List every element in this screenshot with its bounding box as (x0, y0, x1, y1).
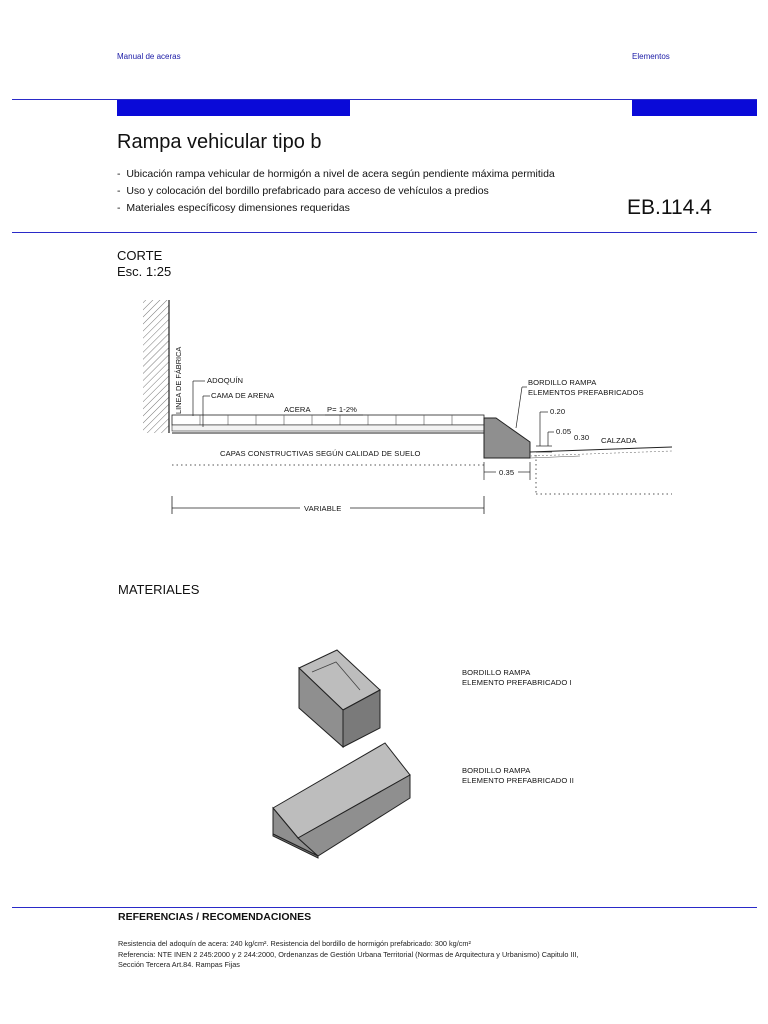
materials-title: MATERIALES (118, 582, 200, 597)
label-dim-030: 0.30 (574, 433, 590, 442)
label-dim-020: 0.20 (550, 407, 566, 416)
references-line: Referencia: NTE INEN 2 245:2000 y 2 244:2000, Ordenanzas de Gestión Urbana Territorial (Normas de Arquitectura y Urbanismo) Capitulo III, (118, 949, 579, 959)
element-code: EB.114.4 (627, 196, 712, 219)
references-body (118, 939, 738, 971)
material-1-label-2: ELEMENTO PREFABRICADO I (462, 678, 572, 687)
label-bordillo-rampa: BORDILLO RAMPA (528, 378, 597, 387)
material-2-label-1: BORDILLO RAMPA (462, 766, 531, 775)
prefab-element-2 (273, 743, 410, 858)
prefab-element-1 (299, 650, 380, 747)
label-cama-arena: CAMA DE ARENA (211, 391, 275, 400)
label-adoquin: ADOQUÍN (207, 376, 244, 385)
description-item: - Materiales específicosy dimensiones requeridas (117, 200, 555, 217)
label-acera: ACERA (284, 405, 311, 414)
section-title: CORTE (117, 248, 163, 263)
line-of-fabrica-label: LINEA DE FÁBRICA (174, 346, 183, 414)
label-dim-005: 0.05 (556, 427, 572, 436)
label-dim-035: 0.35 (499, 468, 515, 477)
label-calzada: CALZADA (601, 436, 637, 445)
page-title: Rampa vehicular tipo b (117, 131, 322, 153)
references-title: REFERENCIAS / RECOMENDACIONES (118, 911, 312, 923)
label-capas: CAPAS CONSTRUCTIVAS SEGÚN CALIDAD DE SUELO (220, 449, 421, 458)
references-line: Resistencia del adoquín de acera: 240 kg/cm². Resistencia del bordillo de hormigón prefabricado: 300 kg/cm² (118, 939, 471, 948)
section-scale: Esc. 1:25 (117, 264, 172, 279)
description-item: - Ubicación rampa vehicular de hormigón a nivel de acera según pendiente máxima permitida (117, 166, 555, 183)
label-variable: VARIABLE (304, 504, 342, 513)
material-2-label-2: ELEMENTO PREFABRICADO II (462, 776, 574, 785)
label-elementos-prefabricados: ELEMENTOS PREFABRICADOS (528, 388, 644, 397)
header-manual-label: Manual de aceras (117, 52, 181, 61)
header-section-label: Elementos (632, 52, 670, 61)
material-1-label-1: BORDILLO RAMPA (462, 668, 531, 677)
description-item: - Uso y colocación del bordillo prefabricado para acceso de vehículos a predios (117, 183, 555, 200)
references-line: Sección Tercera Art.84. Rampas Fijas (118, 960, 240, 969)
references-rule (12, 907, 757, 908)
label-pendiente: P= 1-2% (327, 405, 358, 414)
